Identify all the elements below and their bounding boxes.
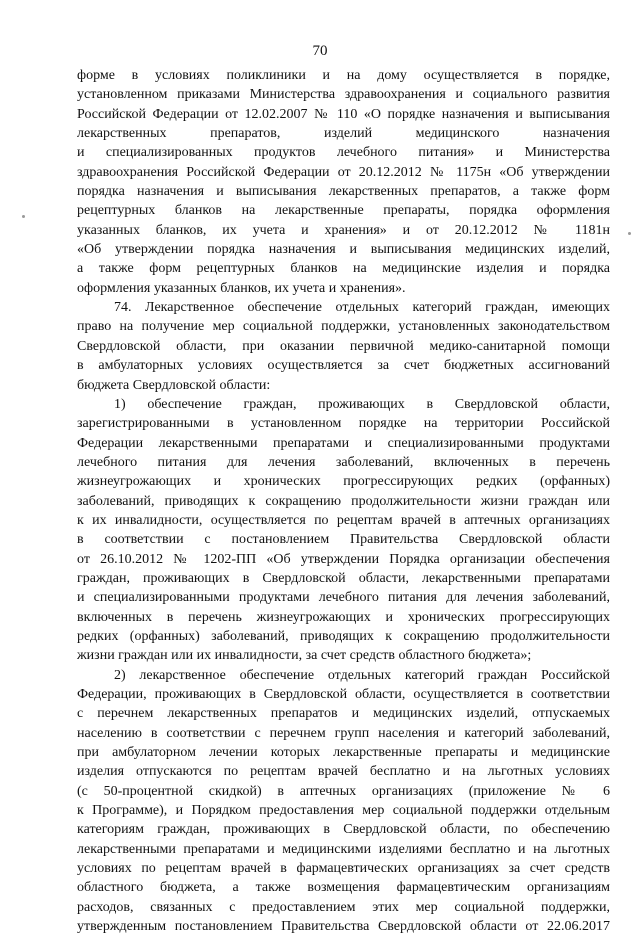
text-line: утвержденным постановлением Правительства Свердловской области от 22.06.2017 bbox=[77, 919, 610, 935]
text-line: жизнеугрожающих и хронических прогрессирующих редких (орфанных) bbox=[77, 474, 610, 490]
text-line: расходов, связанных с предоставлением этих мер социальной поддержки, bbox=[77, 899, 610, 915]
text-line: категориям граждан, проживающих в Свердловской области, по обеспечению bbox=[77, 822, 610, 838]
text-line: зарегистрированными в установленном порядке на территории Российской bbox=[77, 416, 610, 432]
text-line: в амбулаторных условиях осуществляется за счет бюджетных ассигнований bbox=[77, 358, 610, 374]
text-line: рецептурных бланков на лекарственные препараты, порядка оформления bbox=[77, 203, 610, 219]
text-line: включенных в перечень жизнеугрожающих и хронических прогрессирующих bbox=[77, 609, 610, 625]
text-line: а также форм рецептурных бланков на медицинские изделия и порядка bbox=[77, 261, 610, 277]
item-1-first-line: 1) обеспечение граждан, проживающих в Свердловской области, bbox=[114, 396, 610, 412]
text-line: Российской Федерации от 12.02.2007 № 110 «О порядке назначения и выписывания bbox=[77, 106, 610, 122]
text-line: жизни граждан или их инвалидности, за счет средств областного бюджета»; bbox=[77, 648, 532, 664]
paragraph-74-first-line: 74. Лекарственное обеспечение отдельных категорий граждан, имеющих bbox=[114, 300, 610, 316]
text-line: с перечнем лекарственных препаратов и медицинских изделий, отпускаемых bbox=[77, 706, 610, 722]
scan-speck bbox=[22, 215, 25, 218]
text-line: в соответствии с постановлением Правительства Свердловской области bbox=[77, 532, 610, 548]
text-line: лекарственными препаратами и медицинскими изделиями бесплатно и на льготных bbox=[77, 841, 610, 857]
text-line: и специализированными продуктами лечебного питания для лечения заболеваний, bbox=[77, 590, 610, 606]
text-line: и специализированных продуктов лечебного питания» и Министерства bbox=[77, 145, 610, 161]
text-line: редких (орфанных) заболеваний, приводящих к сокращению продолжительности bbox=[77, 628, 610, 644]
text-line: установленном приказами Министерства здравоохранения и социального развития bbox=[77, 87, 610, 103]
text-line: «Об утверждении порядка назначения и выписывания медицинских изделий, bbox=[77, 242, 610, 258]
text-line: при амбулаторном лечении которых лекарственные препараты и медицинские bbox=[77, 745, 610, 761]
text-line: граждан, проживающих в Свердловской области, лекарственными препаратами bbox=[77, 570, 610, 586]
text-line: здравоохранения Российской Федерации от 20.12.2012 № 1175н «Об утверждении bbox=[77, 164, 610, 180]
text-line: форме в условиях поликлиники и на дому осуществляется в порядке, bbox=[77, 68, 610, 83]
text-line: населению в соответствии с перечнем групп населения и категорий заболеваний, bbox=[77, 725, 610, 741]
text-line: порядка назначения и выписывания лекарственных препаратов, а также форм bbox=[77, 184, 610, 200]
text-line: бюджета Свердловской области: bbox=[77, 377, 271, 393]
text-line: областного бюджета, а также возмещения фармацевтическим организациям bbox=[77, 880, 610, 896]
text-line: оформления указанных бланков, их учета и хранения». bbox=[77, 280, 406, 296]
text-line: условиях по рецептам врачей в фармацевтических организациях за счет средств bbox=[77, 861, 610, 877]
text-line: от 26.10.2012 № 1202-ПП «Об утверждении Порядка организации обеспечения bbox=[77, 551, 610, 567]
text-line: к Программе), и Порядком предоставления мер социальной поддержки отдельным bbox=[77, 803, 610, 819]
text-line: Федерации лекарственными препаратами и специализированными продуктами bbox=[77, 435, 610, 451]
text-line: (с 50-процентной скидкой) в аптечных организациях (приложение № 6 bbox=[77, 783, 610, 799]
scan-speck bbox=[628, 232, 631, 235]
item-2-first-line: 2) лекарственное обеспечение отдельных категорий граждан Российской bbox=[114, 667, 610, 683]
text-line: лечебного питания для лечения заболеваний, включенных в перечень bbox=[77, 454, 610, 470]
document-body bbox=[77, 66, 610, 936]
text-line: лекарственных препаратов, изделий медицинского назначения bbox=[77, 126, 610, 142]
text-line: указанных бланков, их учета и хранения» и от 20.12.2012 № 1181н bbox=[77, 222, 610, 238]
page-number: 70 bbox=[312, 43, 328, 59]
text-line: изделия отпускаются по рецептам врачей бесплатно и на льготных условиях bbox=[77, 764, 610, 780]
text-line: Свердловской области, при оказании первичной медико-санитарной помощи bbox=[77, 338, 610, 354]
text-line: заболеваний, приводящих к сокращению продолжительности жизни граждан или bbox=[77, 493, 610, 509]
text-line: Федерации, проживающих в Свердловской области, осуществляется в соответствии bbox=[77, 687, 610, 702]
text-line: к их инвалидности, осуществляется по рецептам врачей в аптечных организациях bbox=[77, 512, 610, 528]
text-line: право на получение мер социальной поддержки, установленных законодательством bbox=[77, 319, 610, 335]
